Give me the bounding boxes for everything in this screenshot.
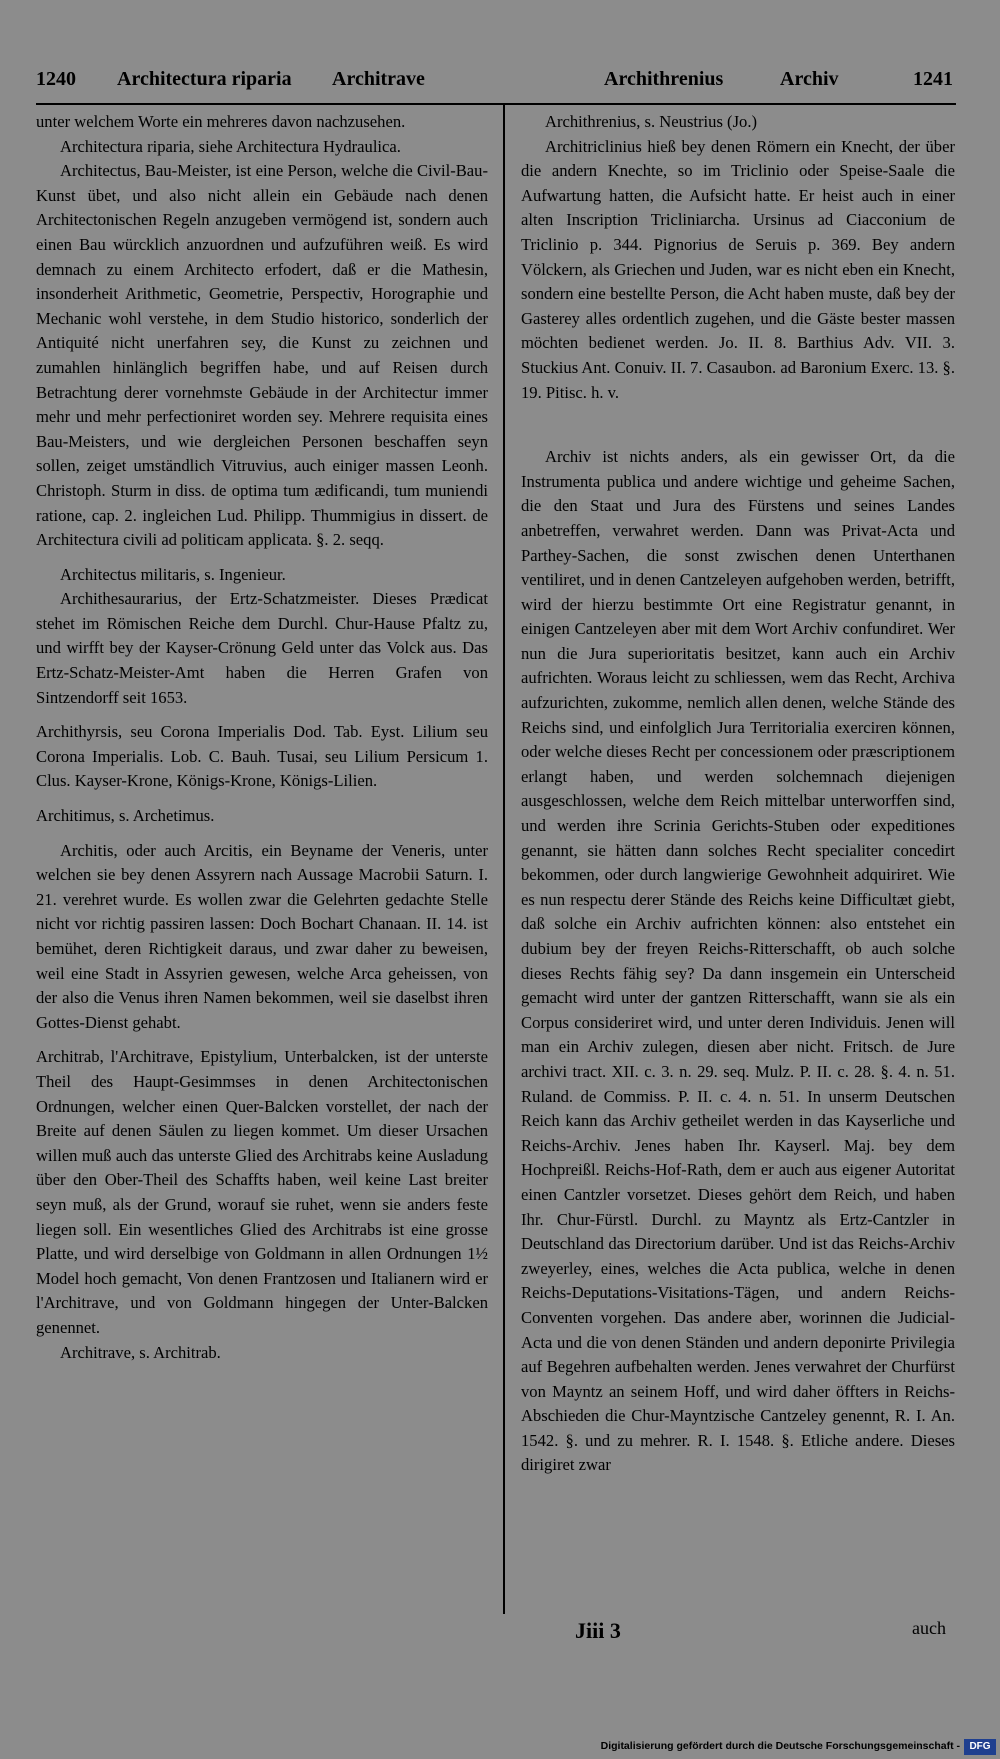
digitization-footer bbox=[0, 1737, 1000, 1759]
entry-archithrenius: Archithrenius, s. Neustrius (Jo.) bbox=[545, 112, 757, 131]
left-column bbox=[36, 110, 488, 1365]
entry-architriclinius: Architriclinius hieß bey denen Römern ein Knecht, der über die andern Knechte, so im Triclinio oder Speise-Saale die Aufwartung hatten, die Aufsicht hatte. Er heist auch in einer alten Inscription Tricliniarcha. Ursinus ad Ciacconium de Triclinio p. 344. Pignorius de Seruis p. 369. Bey andern Völckern, als Griechen und Juden, war es nicht eben ein Knecht, sondern eine bestellte Person, die Acht haben muste, daß bey der Gasterey alles ordentlich zugehen, und die Gäste bester massen möchten bedienet werden. Jo. II. 8. Barthius Adv. VII. 3. Stuckius Ant. Conuiv. II. 7. Casaubon. ad Baronium Exerc. 13. §. 19. Pitisc. h. v. bbox=[521, 136, 955, 402]
entry-archithesaurarius: Archithesaurarius, der Ertz-Schatzmeister. Dieses Prædicat stehet im Römischen Reiche dem Durchl. Chur-Hause Pfaltz zu, und wirfft bey der Kayser-Crönung Geld unter das Volck aus. Das Ertz-Schatz-Meister-Amt haben die Herren Grafen von Sintzendorff seit 1653. bbox=[36, 589, 488, 707]
page-number-right: 1241 bbox=[913, 68, 953, 90]
entry-architectura-riparia: Architectura riparia, siehe Architectura Hydraulica. bbox=[60, 136, 401, 156]
funding-credit: Digitalisierung gefördert durch die Deutsche Forschungsgemeinschaft - bbox=[600, 1740, 960, 1752]
header-term-left-1: Architectura riparia bbox=[117, 68, 292, 90]
entry-architis: Architis, oder auch Arcitis, ein Beyname der Veneris, unter welchen sie bey denen Assyrern nach Aussage Macrobii Saturn. I. 21. verehret wurde. Es wollen zwar die Gelehrten gedachte Stelle nicht vor richtig passiren lassen: Doch Bochart Chanaan. II. 14. ist bemühet, deren Richtigkeit daraus, und zwar daher zu beweisen, weil eine Stadt in Assyrien gewesen, welche Arca geheissen, von der also die Venus ihren Namen bekommen, weil sie daselbst ihren Gottes-Dienst gehabt. bbox=[36, 840, 488, 1032]
entry-archithyrsis: Archithyrsis, seu Corona Imperialis Dod. Tab. Eyst. Lilium seu Corona Imperialis. Lob. C. Bauh. Tusai, seu Lilium Persicum 1. Clus. Kayser-Krone, Königs-Krone, Königs-Lilien. bbox=[36, 722, 488, 791]
entry-architectus-militaris: Architectus militaris, s. Ingenieur. bbox=[60, 564, 286, 584]
running-header bbox=[0, 68, 1000, 108]
signature-mark: Jiii 3 bbox=[575, 1618, 621, 1643]
header-rule bbox=[36, 103, 956, 105]
entry-architrave: Architrave, s. Architrab. bbox=[60, 1342, 221, 1362]
entry-architrab: Architrab, l'Architrave, Epistylium, Unterbalcken, ist der unterste Theil des Haupt-Gesimmses in denen Architectonischen Ordnungen, welcher einen Quer-Balcken vorstellet, der nach der Breite auf denen Säulen zu liegen kommet. Um dieser Ursachen willen muß auch das unterste Glied des Architrabs keine Ausladung über den Ober-Theil des Schaffts haben, weil keine Last breiter seyn muß, als der Grund, worauf sie ruhet, wenn sie anders feste liegen soll. Ein wesentliches Glied des Architrabs ist eine grosse Platte, und wird derselbige von Goldmann in allen Ordnungen 1½ Model hoch gemacht, Von denen Frantzosen und Italianern wird er l'Architrave, und von Goldmann hingegen der Unter-Balcken genennet. bbox=[36, 1047, 488, 1337]
entry-archiv: Archiv ist nichts anders, als ein gewisser Ort, da die Instrumenta publica und andere wichtige und geheime Sachen, die den Staat und Jura des Fürstens und seines Landes anbetreffen, verwahret werden. Dann was Privat-Acta und Parthey-Sachen, die sonst zwischen denen Unterthanen ventiliret, und in denen Cantzeleyen aufgehoben werden, betrifft, wird der hierzu bestimmte Ort eine Registratur genannt, in einigen Cantzeleyen aber mit dem Wort Archiv confundiret. Wer nun die Jura superioritatis besitzet, kann auch ein Archiv aufrichten. Woraus leicht zu schliessen, wem das Recht, Archiva aufzurichten, zukomme, nemlich allen denen, welche Stände des Reichs sind, und einfolglich Jura Territorialia exerciren können, oder welche dieses Recht per concessionem oder præscriptionem erlangt haben, und werden solchemnach diejenigen ausgeschlossen, welche dem Reich mittelbar unterworffen sind, und werden ihre Scrinia Gerichts-Stuben oder expeditiones genannt, sie hätten dann solches Recht specialiter concedirt bekommen, oder durch langwierige Gewohnheit adquiriret. Wie es nun respectu derer Stände des Reichs keine Difficultæt giebt, daß solche ein Archiv aufrichten können: also entstehet ein dubium bey der freyen Reichs-Ritterschafft, ob auch solche dieses Rechts fähig sey? Da dann insgemein ein Unterscheid gemacht wird unter der gantzen Ritterschafft, wann sie als ein Corpus consideriret wird, und unter deren Individuis. Jenen will man ein Archiv zulegen, diesen aber nicht. Fritsch. de Jure archivi tract. XII. c. 3. n. 29. seq. Mulz. P. II. c. 28. §. 4. n. 51. Ruland. de Commiss. P. II. c. 4. n. 51. In unserm Deutschen Reich kann das Archiv getheilet werden in das Kayserliche und Reichs-Archiv. Jenes haben Ihr. Kayserl. Maj. bey dem Hochpreißl. Reichs-Hof-Rath, dem er auch aus eigener Autoritat einen Cantzler vorsetzet. Dieses gehört dem Reich, und haben Ihr. Chur-Fürstl. Durchl. zu Mayntz als Ertz-Cantzler in Deutschland das Directorium darüber. Und ist das Reichs-Archiv zweyerley, eines, welches die Acta publica, welche in denen Reichs-Deputations-Visitations-Tägen, und andern Reichs-Conventen vorgehen. Das andere aber, worinnen die Judicial-Acta und die von denen Ständen und andern deponirte Privilegia auf Begehren aufbehalten werden. Jenes verwahret der Churfürst von Mayntz an seinem Hoff, und wird daher öffters in Reichs-Abschieden die Chur-Mayntzische Cantzeley genennt, R. I. An. 1542. §. und zu mehrer. R. I. 1548. §. Etliche andere. Dieses dirigiret zwar bbox=[521, 447, 955, 1475]
dfg-logo: DFG bbox=[964, 1739, 996, 1755]
catchword: auch bbox=[912, 1618, 946, 1638]
column-divider bbox=[503, 104, 505, 1614]
page-number-left: 1240 bbox=[36, 68, 76, 90]
text-block: unter welchem Worte ein mehreres davon nachzusehen. bbox=[36, 112, 406, 131]
header-term-left-2: Architrave bbox=[332, 68, 425, 90]
entry-architectus: Architectus, Bau-Meister, ist eine Person, welche die Civil-Bau-Kunst übet, und also nicht allein ein Gebäude nach denen Architectonischen Regeln anzugeben vermögend ist, sondern auch einen Bau würcklich anzuordnen und aufzuführen weiß. Es wird demnach zu einem Architecto erfodert, daß er die Mathesin, insonderheit Arithmetic, Geometrie, Perspectiv, Horographie und Mechanic wohl verstehe, in dem Studio historico, sonderlich der Antiquité nicht unerfahren sey, die Kunst zu zeichnen und zumahlen hinlänglich begriffen habe, und auf Reisen durch Betrachtung derer vornehmste Gebäude in der Architectur immer mehr und mehr perfectioniret worden sey. Mehrere requisita eines Bau-Meisters, und wie dergleichen Personen beschaffen seyn sollen, zeiget umständlich Vitruvius, auch einiger massen Leonh. Christoph. Sturm in diss. de optima tum ædificandi, tum muniendi ratione, cap. 2. ingleichen Lud. Philipp. Thummigius in dissert. de Architectura civili ad politicam applicata. §. 2. seqq. bbox=[36, 161, 488, 550]
entry-architimus: Architimus, s. Archetimus. bbox=[36, 806, 215, 826]
header-term-right-2: Archiv bbox=[780, 68, 839, 90]
right-column bbox=[521, 110, 955, 1478]
header-term-right-1: Archithrenius bbox=[604, 68, 724, 90]
